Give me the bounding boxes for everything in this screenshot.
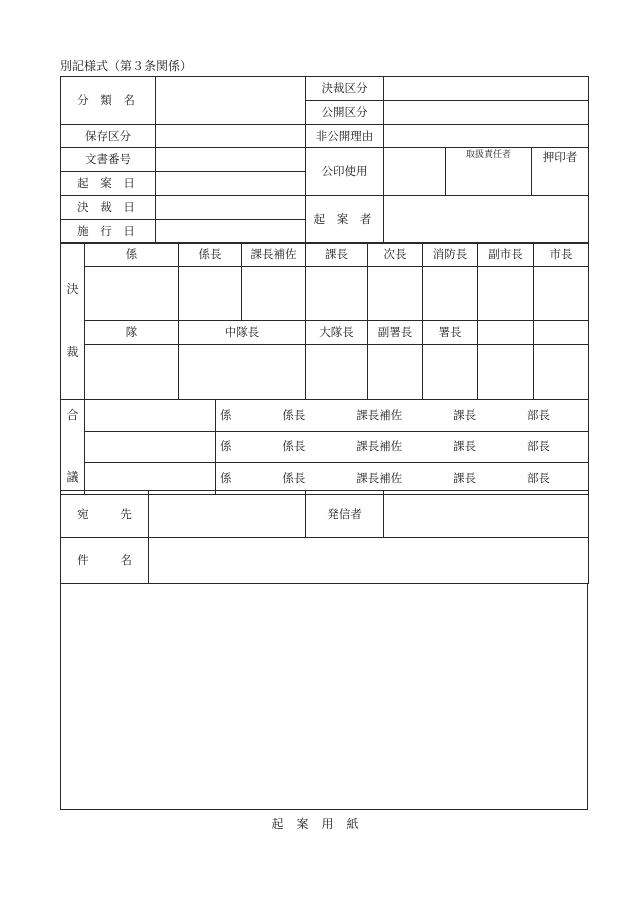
- approval-title-chutaicho: 中隊長: [179, 321, 306, 345]
- approval-title-kakari: 係: [85, 243, 179, 267]
- field-subject[interactable]: [149, 538, 589, 584]
- consultation-title: 部長: [527, 439, 550, 454]
- consultation-title: 係長: [282, 439, 306, 454]
- stamp-box[interactable]: [368, 267, 423, 321]
- approval-title-fukushocho: 副署長: [368, 321, 423, 345]
- label-classification: 分 類 名: [61, 77, 156, 125]
- label-disclosure-category: 公開区分: [306, 100, 384, 124]
- field-disclosure-category[interactable]: [384, 100, 589, 124]
- consultation-title: 課長: [453, 439, 477, 454]
- approval-table: [60, 242, 589, 400]
- consultation-department-field[interactable]: [85, 400, 216, 432]
- stamp-box[interactable]: [306, 345, 368, 400]
- approval-title-kachohosa: 課長補佐: [242, 243, 306, 267]
- field-official-seal-use[interactable]: [384, 148, 446, 196]
- approval-title-tai: 隊: [85, 321, 179, 345]
- label-decision-category: 決裁区分: [306, 77, 384, 101]
- consultation-title: 部長: [527, 407, 550, 422]
- stamp-box[interactable]: [423, 267, 478, 321]
- stamp-box[interactable]: [306, 267, 368, 321]
- consultation-title: 係: [220, 470, 232, 485]
- field-sender[interactable]: [384, 491, 589, 538]
- field-draft-date[interactable]: [156, 172, 306, 196]
- consultation-title: 課長補佐: [356, 470, 403, 485]
- approval-side-label: 決 裁: [61, 243, 85, 400]
- field-enforcement-date[interactable]: [156, 219, 306, 243]
- label-sender: 発信者: [306, 491, 384, 538]
- label-nondisclosure-reason: 非公開理由: [306, 124, 384, 148]
- field-drafter[interactable]: [384, 195, 589, 243]
- field-nondisclosure-reason[interactable]: [384, 124, 589, 148]
- field-retention-category[interactable]: [156, 124, 306, 148]
- approval-title-daitaicho: 大隊長: [306, 321, 368, 345]
- consultation-title: 課長: [453, 470, 477, 485]
- consultation-title: 課長補佐: [356, 439, 403, 454]
- field-decision-category[interactable]: [384, 77, 589, 101]
- stamp-box[interactable]: [85, 267, 179, 321]
- body-table: [60, 583, 588, 810]
- stamp-box[interactable]: [179, 267, 242, 321]
- label-handler: 取扱責任者: [446, 148, 532, 196]
- approval-title-shocho: 署長: [423, 321, 478, 345]
- label-official-seal-use: 公印使用: [306, 148, 384, 196]
- approval-title-kakaricho: 係長: [179, 243, 242, 267]
- stamp-box[interactable]: [85, 345, 179, 400]
- consultation-row: [216, 400, 589, 432]
- approval-title-shobocho: 消防長: [423, 243, 478, 267]
- form-footer-title: 起案用紙: [271, 817, 372, 831]
- consultation-title: 課長補佐: [356, 407, 403, 422]
- stamp-box[interactable]: [179, 345, 306, 400]
- consultation-title: 部長: [527, 470, 550, 485]
- consultation-department-field[interactable]: [85, 431, 216, 463]
- consultation-side-label: 合 議: [61, 400, 85, 495]
- label-document-number: 文書番号: [61, 148, 156, 172]
- label-retention-category: 保存区分: [61, 124, 156, 148]
- stamp-box[interactable]: [534, 267, 589, 321]
- consultation-title: 係: [220, 439, 232, 454]
- field-decision-date[interactable]: [156, 195, 306, 219]
- approval-title-shicho: 市長: [534, 243, 589, 267]
- approval-title-jicho: 次長: [368, 243, 423, 267]
- field-classification[interactable]: [156, 77, 306, 125]
- label-drafter: 起 案 者: [306, 195, 384, 243]
- label-stamper: 押印者: [532, 148, 589, 196]
- label-recipient: 宛 先: [61, 491, 149, 538]
- body-text-area[interactable]: [61, 584, 588, 810]
- label-decision-date: 決 裁 日: [61, 195, 156, 219]
- label-subject: 件 名: [61, 538, 149, 584]
- label-draft-date: 起 案 日: [61, 172, 156, 196]
- consultation-title: 係長: [282, 470, 306, 485]
- field-document-number[interactable]: [156, 148, 306, 172]
- consultation-table: [60, 399, 589, 495]
- consultation-row: [216, 431, 589, 463]
- field-recipient[interactable]: [149, 491, 306, 538]
- consultation-title: 係: [220, 407, 232, 422]
- stamp-box[interactable]: [478, 345, 534, 400]
- address-table: [60, 490, 589, 584]
- approval-title-empty: [478, 321, 534, 345]
- consultation-title: 係長: [282, 407, 306, 422]
- approval-title-empty: [534, 321, 589, 345]
- consultation-title: 課長: [453, 407, 477, 422]
- stamp-box[interactable]: [423, 345, 478, 400]
- label-enforcement-date: 施 行 日: [61, 219, 156, 243]
- form-heading: 別記様式（第３条関係）: [60, 59, 193, 73]
- header-table: [60, 76, 589, 244]
- stamp-box[interactable]: [368, 345, 423, 400]
- approval-title-fukushicho: 副市長: [478, 243, 534, 267]
- stamp-box[interactable]: [242, 267, 306, 321]
- approval-title-kacho: 課長: [306, 243, 368, 267]
- stamp-box[interactable]: [478, 267, 534, 321]
- stamp-box[interactable]: [534, 345, 589, 400]
